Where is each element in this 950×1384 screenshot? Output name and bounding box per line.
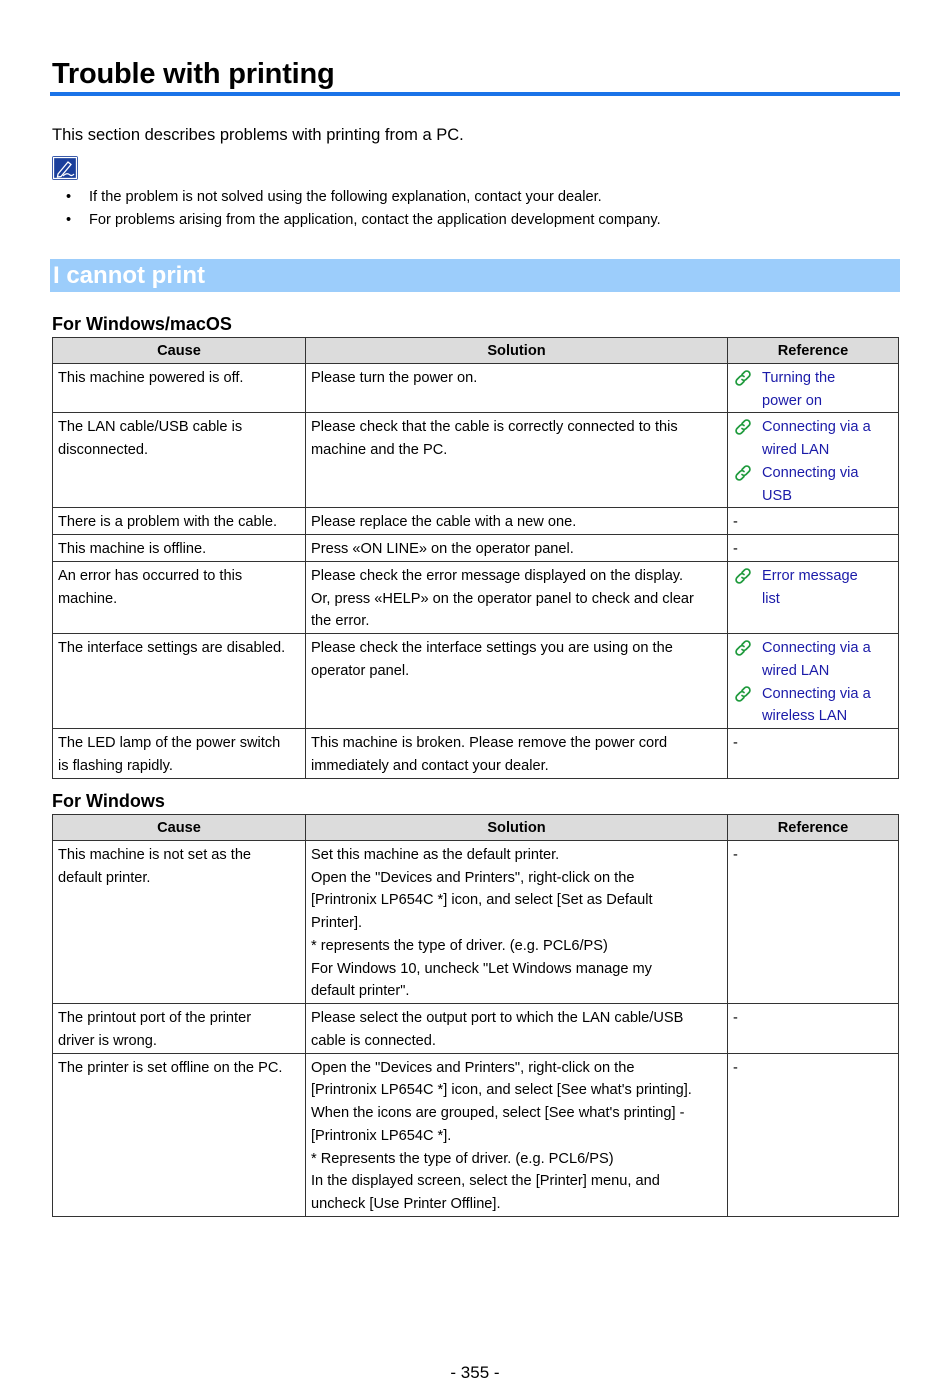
section-title: I cannot print bbox=[53, 262, 205, 289]
cell-line: default printer. bbox=[58, 869, 151, 886]
reference-link[interactable] bbox=[733, 462, 893, 508]
cell-line: Please check the interface settings you are using on the bbox=[311, 640, 673, 656]
table-header-row bbox=[53, 338, 899, 364]
solution-cell bbox=[306, 634, 728, 729]
reference-link[interactable] bbox=[733, 367, 893, 413]
cell-line: * represents the type of driver. (e.g. PCL6/PS) bbox=[311, 937, 608, 954]
cause-cell bbox=[53, 840, 306, 1003]
reference-cell bbox=[728, 561, 899, 633]
cell-line: Please turn the power on. bbox=[311, 369, 478, 386]
column-header-solution: Solution bbox=[306, 815, 728, 841]
cell-line: driver is wrong. bbox=[58, 1032, 157, 1049]
column-header-solution: Solution bbox=[306, 338, 728, 364]
troubleshooting-table-windows-macos bbox=[52, 337, 899, 779]
cell-line: Please check that the cable is correctly connected to this bbox=[311, 419, 678, 436]
cell-line: Turning the bbox=[762, 369, 836, 386]
cell-line: Error message bbox=[762, 567, 858, 584]
cell-line: The LAN cable/USB cable is bbox=[58, 419, 243, 436]
solution-cell bbox=[306, 535, 728, 562]
column-header-reference: Reference bbox=[728, 338, 899, 364]
cell-line: When the icons are grouped, select [See what's printing] - bbox=[311, 1105, 685, 1121]
no-reference-dash: - bbox=[733, 514, 738, 531]
cell-line: This machine powered is off. bbox=[58, 369, 244, 386]
page-title: Trouble with printing bbox=[52, 58, 335, 90]
cell-line: This machine is broken. Please remove the power cord bbox=[311, 735, 668, 751]
no-reference-dash: - bbox=[733, 1059, 738, 1076]
cell-line: Connecting via bbox=[762, 464, 859, 481]
chain-link-icon bbox=[733, 685, 753, 711]
cell-line: The printout port of the printer bbox=[58, 1010, 252, 1026]
solution-cell bbox=[306, 508, 728, 535]
reference-cell bbox=[728, 1053, 899, 1216]
column-header-cause: Cause bbox=[53, 338, 306, 364]
cell-line: Printer]. bbox=[311, 915, 363, 931]
solution-cell bbox=[306, 561, 728, 633]
reference-cell bbox=[728, 1004, 899, 1054]
reference-cell bbox=[728, 729, 899, 779]
reference-cell bbox=[728, 413, 899, 508]
table-row bbox=[53, 1053, 899, 1216]
reference-link[interactable] bbox=[733, 683, 893, 729]
cell-line: disconnected. bbox=[58, 442, 149, 458]
cause-cell bbox=[53, 729, 306, 779]
solution-cell bbox=[306, 363, 728, 413]
solution-cell bbox=[306, 729, 728, 779]
table-row bbox=[53, 729, 899, 779]
cell-line: [Printronix LP654C *]. bbox=[311, 1127, 452, 1144]
cell-line: There is a problem with the cable. bbox=[58, 514, 278, 531]
table-row bbox=[53, 840, 899, 1003]
column-header-cause: Cause bbox=[53, 815, 306, 841]
title-underline bbox=[50, 92, 900, 96]
cell-line: power on bbox=[762, 392, 823, 409]
cell-line: is flashing rapidly. bbox=[58, 757, 173, 774]
cell-line: default printer". bbox=[311, 983, 410, 1000]
cause-cell bbox=[53, 1004, 306, 1054]
cell-line: The printer is set offline on the PC. bbox=[58, 1059, 283, 1076]
reference-cell bbox=[728, 840, 899, 1003]
cause-cell bbox=[53, 561, 306, 633]
cell-line: list bbox=[762, 590, 780, 607]
cell-line: wired LAN bbox=[762, 442, 830, 458]
table-heading-windows-macos: For Windows/macOS bbox=[52, 314, 232, 334]
chain-link-icon bbox=[733, 464, 753, 490]
cell-line: Or, press «HELP» on the operator panel to check and clear bbox=[311, 590, 694, 607]
cell-line: cable is connected. bbox=[311, 1032, 436, 1049]
cell-line: the error. bbox=[311, 613, 370, 630]
table-row bbox=[53, 535, 899, 562]
reference-link[interactable] bbox=[733, 565, 893, 611]
cause-cell bbox=[53, 634, 306, 729]
page-number: - 355 - bbox=[450, 1363, 500, 1382]
cell-line: [Printronix LP654C *] icon, and select [Set as Default bbox=[311, 892, 653, 909]
table-row bbox=[53, 1004, 899, 1054]
cell-line: machine. bbox=[58, 590, 118, 607]
chain-link-icon bbox=[733, 369, 753, 395]
solution-cell bbox=[306, 1053, 728, 1216]
cell-line: For Windows 10, uncheck "Let Windows manage my bbox=[311, 960, 652, 977]
cause-cell bbox=[53, 535, 306, 562]
chain-link-icon bbox=[733, 639, 753, 665]
cell-line: Connecting via a bbox=[762, 419, 871, 436]
cell-line: Please replace the cable with a new one. bbox=[311, 514, 577, 531]
table-row bbox=[53, 634, 899, 729]
cell-line: USB bbox=[762, 487, 793, 504]
cell-line: Open the "Devices and Printers", right-click on the bbox=[311, 1059, 635, 1076]
note-item: • If the problem is not solved using the following explanation, contact your dealer. bbox=[62, 186, 661, 209]
chain-link-icon bbox=[733, 418, 753, 444]
cell-line: The LED lamp of the power switch bbox=[58, 735, 281, 751]
no-reference-dash: - bbox=[733, 735, 738, 751]
cell-line: immediately and contact your dealer. bbox=[311, 757, 549, 774]
chain-link-icon bbox=[733, 567, 753, 593]
troubleshooting-table-windows bbox=[52, 814, 899, 1217]
cell-line: Connecting via a bbox=[762, 685, 871, 702]
cell-line: operator panel. bbox=[311, 662, 410, 679]
cell-line: Open the "Devices and Printers", right-click on the bbox=[311, 869, 635, 886]
cell-line: This machine is not set as the bbox=[58, 846, 252, 863]
table-row bbox=[53, 508, 899, 535]
column-header-reference: Reference bbox=[728, 815, 899, 841]
table-row bbox=[53, 413, 899, 508]
cause-cell bbox=[53, 508, 306, 535]
note-item: • For problems arising from the application, contact the application development company. bbox=[62, 209, 661, 232]
cell-line: uncheck [Use Printer Offline]. bbox=[311, 1196, 501, 1212]
table-heading-windows: For Windows bbox=[52, 791, 165, 811]
cell-line: * Represents the type of driver. (e.g. PCL6/PS) bbox=[311, 1150, 614, 1167]
cause-cell bbox=[53, 1053, 306, 1216]
cause-cell bbox=[53, 413, 306, 508]
no-reference-dash: - bbox=[733, 1010, 738, 1026]
memo-note-icon bbox=[52, 156, 78, 180]
cell-line: [Printronix LP654C *] icon, and select [See what's printing]. bbox=[311, 1082, 692, 1099]
table-header-row bbox=[53, 815, 899, 841]
cell-line: Please select the output port to which the LAN cable/USB bbox=[311, 1010, 684, 1026]
cell-line: wired LAN bbox=[762, 662, 830, 679]
cause-cell bbox=[53, 363, 306, 413]
cell-line: The interface settings are disabled. bbox=[58, 640, 286, 656]
reference-link[interactable] bbox=[733, 637, 893, 683]
cell-line: Press «ON LINE» on the operator panel. bbox=[311, 541, 574, 557]
intro-text: This section describes problems with printing from a PC. bbox=[52, 126, 464, 144]
cell-line: Set this machine as the default printer. bbox=[311, 846, 560, 863]
table-row bbox=[53, 561, 899, 633]
no-reference-dash: - bbox=[733, 846, 738, 863]
reference-cell bbox=[728, 634, 899, 729]
cell-line: Please check the error message displayed on the display. bbox=[311, 567, 684, 584]
cell-line: wireless LAN bbox=[762, 708, 848, 725]
cell-line: In the displayed screen, select the [Printer] menu, and bbox=[311, 1173, 660, 1190]
table-row bbox=[53, 363, 899, 413]
note-list bbox=[62, 186, 661, 232]
solution-cell bbox=[306, 840, 728, 1003]
solution-cell bbox=[306, 1004, 728, 1054]
reference-cell bbox=[728, 508, 899, 535]
reference-link[interactable] bbox=[733, 416, 893, 462]
reference-cell bbox=[728, 363, 899, 413]
cell-line: machine and the PC. bbox=[311, 442, 448, 458]
cell-line: This machine is offline. bbox=[58, 541, 207, 557]
reference-cell bbox=[728, 535, 899, 562]
cell-line: Connecting via a bbox=[762, 640, 871, 656]
cell-line: An error has occurred to this bbox=[58, 567, 243, 584]
solution-cell bbox=[306, 413, 728, 508]
no-reference-dash: - bbox=[733, 541, 738, 557]
